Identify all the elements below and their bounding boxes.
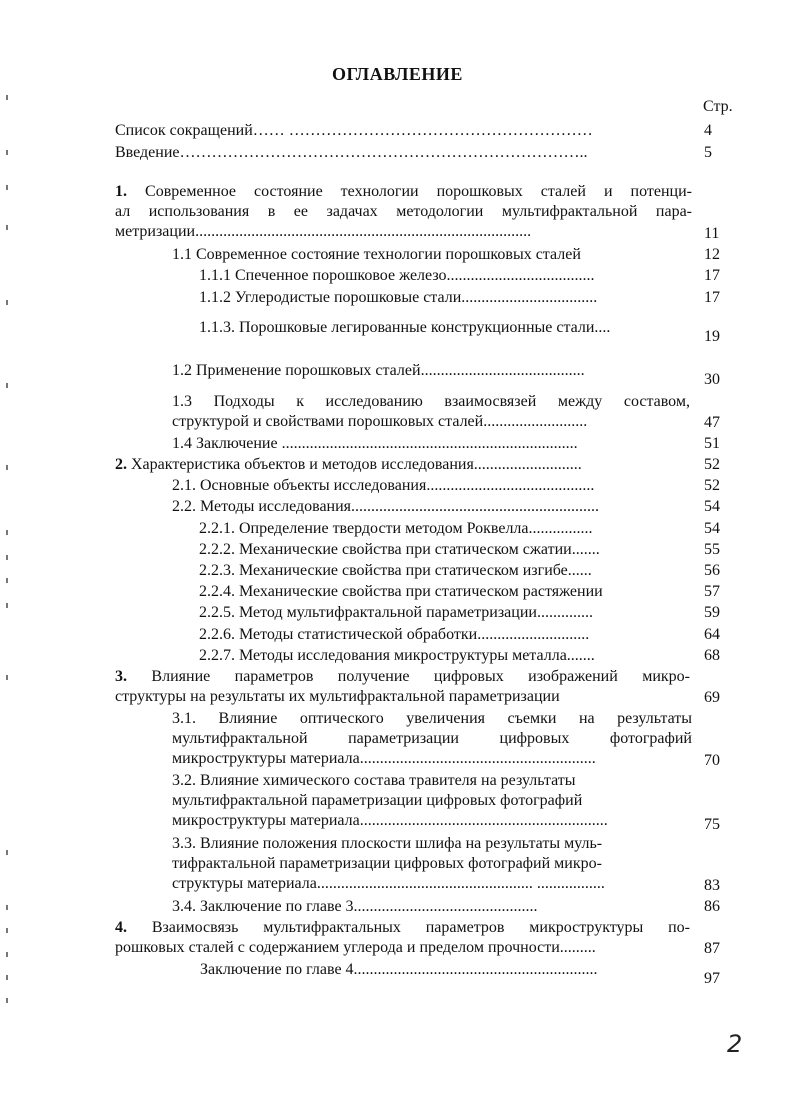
toc-entry-1-1-3: 1.1.3. Порошковые легированные конструкционные стали....	[199, 319, 611, 336]
chapter-number: 4.	[115, 919, 127, 936]
toc-page-2-2-1: 54	[704, 520, 720, 537]
toc-entry-2-2-1: 2.2.1. Определение твердости методом Роквелла................	[199, 520, 593, 537]
toc-page-2-2-6: 64	[704, 626, 720, 643]
toc-entry-2-2-2: 2.2.2. Механические свойства при статическом сжатии.......	[199, 541, 600, 558]
toc-chapter-3	[115, 667, 690, 707]
entry-1-3-line-2: структурой и свойствами порошковых сталей..........................	[172, 413, 588, 430]
scan-speck	[6, 95, 8, 100]
toc-entry-2-2-4: 2.2.4. Механические свойства при статическом растяжении	[199, 583, 603, 600]
scan-speck	[6, 928, 8, 933]
toc-page-2-2-5: 59	[704, 604, 720, 621]
toc-entry-1-1: 1.1 Современное состояние технологии порошковых сталей	[172, 246, 581, 263]
scan-speck	[6, 555, 8, 560]
toc-page-2-2-2: 55	[704, 541, 720, 558]
toc-page-introduction: 5	[704, 144, 712, 161]
entry-3-3-line-2: тифрактальной параметризации цифровых фотографий микро-	[172, 855, 602, 872]
toc-page-2-2: 54	[704, 498, 720, 515]
toc-page-4-conclusion: 97	[704, 970, 720, 987]
toc-page-1-1: 12	[704, 246, 720, 263]
toc-page-1-3: 47	[704, 414, 720, 431]
toc-chapter-1	[115, 182, 692, 242]
entry-3-2-line-2: мультифрактальной параметризации цифровых фотографий	[172, 792, 583, 809]
toc-entry-2-2-5: 2.2.5. Метод мультифрактальной параметризации..............	[199, 604, 593, 621]
entry-3-3-line-1: 3.3. Влияние положения плоскости шлифа на результаты муль-	[172, 835, 603, 852]
scan-speck	[6, 150, 8, 155]
scan-speck	[6, 975, 8, 980]
toc-page-1-1-1: 17	[704, 267, 720, 284]
toc-entry-introduction: Введение…………………………………………………………………..	[115, 144, 588, 161]
chapter-2-title: Характеристика объектов и методов исследования...........................	[131, 456, 582, 473]
toc-entry-1-2: 1.2 Применение порошковых сталей.........................................	[172, 362, 585, 379]
entry-1-3-line-1: 1.3 Подходы к исследованию взаимосвязей между составом,	[172, 393, 690, 410]
scan-speck	[6, 603, 8, 608]
chapter-1-line-3: метризации....................................................................................	[115, 223, 532, 240]
toc-entry-3-1	[172, 709, 692, 769]
sheet-number: 2	[727, 1030, 743, 1058]
entry-3-2-line-1: 3.2. Влияние химического состава травителя на результаты	[172, 772, 576, 789]
toc-entry-2-2: 2.2. Методы исследования..............................................................	[172, 498, 600, 515]
toc-page-2-2-7: 68	[704, 647, 720, 664]
chapter-4-line-1: Взаимосвязь мультифрактальных параметров микроструктуры по-	[151, 919, 690, 936]
page-column-header: Стр.	[703, 98, 733, 115]
scan-speck	[6, 850, 8, 855]
toc-entry-3-4: 3.4. Заключение по главе 3..............................................	[172, 898, 538, 915]
toc-page-chapter-4: 87	[704, 940, 720, 957]
toc-entry-1-4: 1.4 Заключение ..........................................................................	[172, 435, 578, 452]
toc-page-chapter-1: 11	[704, 225, 720, 242]
toc-page-3-2: 75	[704, 816, 720, 833]
scan-speck	[6, 578, 8, 583]
toc-entry-4-conclusion: Заключение по главе 4.............................................................	[200, 961, 598, 978]
entry-3-1-line-1: 3.1. Влияние оптического увеличения съемки на результаты	[172, 710, 692, 727]
toc-page-1-1-2: 17	[704, 289, 720, 306]
toc-entry-3-2	[172, 771, 652, 831]
toc-page-1-2: 30	[704, 371, 720, 388]
chapter-4-line-2: рошковых сталей с содержанием углерода и пределом прочности.........	[115, 939, 596, 956]
entry-3-3-line-3: структуры материала...................................................... .................	[172, 875, 605, 892]
scan-speck	[6, 905, 8, 910]
toc-page-3-4: 86	[704, 898, 720, 915]
toc-page-chapter-2: 52	[704, 456, 720, 473]
scan-speck	[6, 185, 8, 190]
toc-chapter-2	[115, 455, 582, 475]
toc-entry-abbreviations: Список сокращений…… …………………………………………………	[115, 122, 593, 139]
entry-3-2-line-3: микроструктуры материала..............................................................	[172, 812, 608, 829]
toc-page-3-1: 70	[704, 752, 720, 769]
chapter-number: 2.	[115, 456, 127, 473]
toc-page-2-2-4: 57	[704, 583, 720, 600]
scan-speck	[6, 465, 8, 470]
toc-page-2-2-3: 56	[704, 562, 720, 579]
scan-speck	[6, 300, 8, 305]
toc-page-3-3: 83	[704, 877, 720, 894]
chapter-number: 1.	[115, 183, 127, 200]
scan-speck	[6, 998, 8, 1003]
toc-page-chapter-3: 69	[704, 689, 720, 706]
toc-entry-1-1-1: 1.1.1 Спеченное порошковое железо.....................................	[199, 267, 595, 284]
chapter-number: 3.	[115, 668, 127, 685]
toc-entry-1-3	[172, 392, 690, 432]
toc-entry-2-2-6: 2.2.6. Методы статистической обработки............................	[199, 626, 590, 643]
chapter-1-line-2: ал использования в ее задачах методологии мультифрактальной пара-	[115, 203, 692, 220]
scan-speck	[6, 675, 8, 680]
toc-entry-1-1-2: 1.1.2 Углеродистые порошковые стали..................................	[199, 289, 598, 306]
entry-3-1-line-2: мультифрактальной параметризации цифровых фотографий	[172, 730, 692, 747]
scan-speck	[6, 530, 8, 535]
entry-3-1-line-3: микроструктуры материала...........................................................	[172, 750, 596, 767]
toc-page-1-4: 51	[704, 435, 720, 452]
toc-chapter-4	[115, 918, 690, 958]
page-title: ОГЛАВЛЕНИЕ	[332, 64, 463, 84]
chapter-3-line-2: структуры на результаты их мультифрактальной параметризации	[115, 688, 560, 705]
chapter-3-line-1: Влияние параметров получение цифровых изображений микро-	[151, 668, 691, 685]
toc-entry-2-1: 2.1. Основные объекты исследования..........................................	[172, 477, 595, 494]
toc-page-1-1-3: 19	[704, 328, 720, 345]
toc-entry-2-2-7: 2.2.7. Методы исследования микроструктуры металла.......	[199, 647, 595, 664]
toc-page-2-1: 52	[704, 477, 720, 494]
toc-entry-2-2-3: 2.2.3. Механические свойства при статическом изгибе......	[199, 562, 592, 579]
scan-speck	[6, 225, 8, 230]
toc-page-abbreviations: 4	[704, 122, 712, 139]
scan-speck	[6, 952, 8, 957]
toc-entry-3-3	[172, 834, 682, 894]
scan-speck	[6, 383, 8, 388]
chapter-1-line-1: Современное состояние технологии порошковых сталей и потенци-	[145, 183, 692, 200]
